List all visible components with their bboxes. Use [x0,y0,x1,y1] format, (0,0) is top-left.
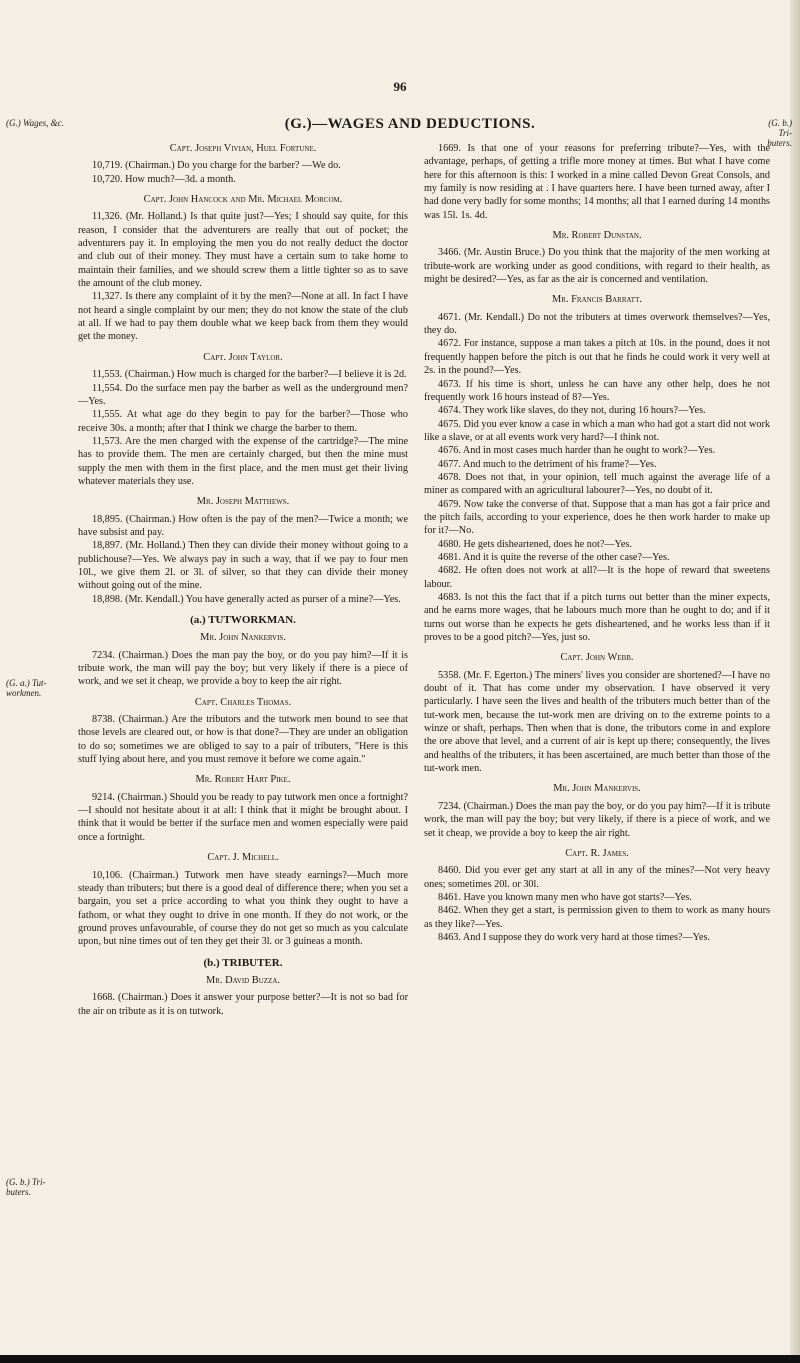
paragraph: 11,326. (Mr. Holland.) Is that quite just?—Yes; I should say quite, for this reason, I consider that the adventurers are really that out of pocket; the adventurers pay it. In employing the men you do not really deduct the doctor and club out of their money. They must have a certain sum to take home to maintain their families, and we should screw them a little tighter so as to save the amount of the club money. [78,211,408,290]
paragraph: 5358. (Mr. F. Egerton.) The miners' lives you consider are shortened?—I have no doubt of it. That has come under my observation. I have observed it very particularly. I have seen the lives and health of the tributers much better than of the tut-work men, because the tut-work men are driving on to the extreme points to a winze or shaft, perhaps. Then when that is done, the tributors come in and explore the ore above that level, and a current of air is kept up there; consequently, the lives and healths of the tributers, it has been ascertained, are much better than those of the tut-work men. [424,669,770,775]
witness-name: Capt. R. James. [565,847,629,859]
paragraph: 18,898. (Mr. Kendall.) You have generally acted as purser of a mine?—Yes. [92,593,401,605]
witness-name: Capt. John Taylor. [203,351,283,363]
paragraph: 4676. And in most cases much harder than he ought to work?—Yes. [438,445,716,457]
paragraph: 18,897. (Mr. Holland.) Then they can divide their money without going to a publichouse?—Yes. We always pay in such a way, that if we pay to four men 10l., we give them 2l. or 3l. of silver, so that they can divide their money without going out of the mine. [78,540,408,592]
paragraph: 4683. Is not this the fact that if a pitch turns out better than the miner expects, and he earns more wages, that he labours much more than he ought to do; and if it turns out worse than he expects he gets disheartened, and he works less than if it proves to be a good pitch?—Yes, just so. [424,592,770,644]
paragraph: 4680. He gets disheartened, does he not?—Yes. [438,538,632,550]
paragraph: 11,327. Is there any complaint of it by the men?—None at all. In fact I have not heard a single complaint by our men; they do not know the state of the club at all. If we had to pay them double what we keep back from them they would get the money. [78,291,408,343]
witness-name: Mr. David Buzza. [206,974,280,986]
paragraph: 4675. Did you ever know a case in which a man who had got a start did not work like a slave, or at all events work very hard?—I think not. [424,418,770,443]
paragraph: 10,106. (Chairman.) Tutwork men have steady earnings?—Much more steady than tributers; but there is a good deal of difference there; when you set a bargain, you set a price according to what you think they ought to have a fathom, or what they ought to drive in one month. If they do not work, or the ground proves unfavourable, of course they do not get so much as you calculate upon, but nine times out of ten they get their 3l. or 3 guineas a month. [78,869,408,948]
witness-name: Mr. Robert Dunstan. [552,230,642,242]
paragraph: 4677. And much to the detriment of his frame?—Yes. [438,458,657,470]
margin-note-right-edge: (G. b.) Tri-buters. [767,118,792,148]
paragraph: 10,719. (Chairman.) Do you charge for the barber? —We do. [92,160,341,172]
paragraph: 11,553. (Chairman.) How much is charged for the barber?—I believe it is 2d. [92,369,407,381]
paragraph: 9214. (Chairman.) Should you be ready to pay tutwork men once a fortnight?—I should not hesitate about it at all: I think that it might be brought about. I think that it would be better if the surface men and women especially were paid once a fortnight. [78,791,408,843]
paragraph: 7234. (Chairman.) Does the man pay the boy, or do you pay him?—If it is tribute work, the man will pay the boy; but very likely, if there is a piece of work, and we set it cheap, we provide a boy to keep the air right. [424,800,770,839]
witness-name: Mr. Joseph Matthews. [196,496,290,508]
scan-bottom-edge [0,1355,800,1363]
paragraph: 4678. Does not that, in your opinion, tell much against the average life of a miner as compared with an agricultural labourer?—Yes, no doubt of it. [424,471,770,497]
witness-name: Mr. John Nankervis. [200,632,286,644]
subsection-heading: (a.) TUTWORKMAN. [190,614,296,626]
page-edge [790,0,800,1363]
witness-name: Capt. Joseph Vivian, Huel Fortune. [169,143,317,154]
paragraph: 11,573. Are the men charged with the expense of the cartridge?—The mine has to provide them. The men are certainly charged, but then the mine must supply the men with them in the first place, and the men must get their living whatever materials they use. [78,435,408,487]
witness-name: Capt. John Hancock and Mr. Michael Morcom. [143,194,343,206]
witness-name: Mr. Robert Hart Pike. [195,774,291,786]
paragraph: 8463. And I suppose they do work very hard at those times?—Yes. [438,931,711,943]
margin-note-tributers: (G. b.) Tri-buters. [6,1177,46,1197]
witness-name: Capt. Charles Thomas. [194,696,292,708]
right-column [424,142,770,944]
section-title: (G.)—WAGES AND DEDUCTIONS. [284,116,536,132]
subsection-heading: (b.) TRIBUTER. [203,956,283,969]
witness-name: Capt. J. Michell. [207,852,279,864]
paragraph: 1668. (Chairman.) Does it answer your purpose better?—It is not so bad for the air on tribute as it is on tutwork. [78,992,408,1017]
paragraph: 4674. They work like slaves, do they not, during 16 hours?—Yes. [438,405,706,417]
witness-name: Mr. Francis Barratt. [552,294,642,306]
paragraph: 11,555. At what age do they begin to pay for the barber?—Those who receive 30s. a month; after that I think we charge the barber to them. [78,409,408,434]
paragraph: 8460. Did you ever get any start at all in any of the mines?—Not very heavy ones; sometimes 20l. or 30l. [424,865,770,890]
witness-name: Mr. John Mankervis. [553,783,641,795]
left-column [78,142,408,1018]
margin-note-tutworkmen: (G. a.) Tut-workmen. [6,678,47,698]
witness-name: Capt. John Webb. [560,652,634,664]
paragraph: 4672. For instance, suppose a man takes a pitch at 10s. in the pound, does it not frequently happen before the pitch is out that he finds he could work it very well at 2s. in the pound?—Yes. [424,338,770,377]
paragraph: 8738. (Chairman.) Are the tributors and the tutwork men bound to see that those levels are cleared out, or how is that done?—They are under an obligation to do so; sometimes we are obliged to say to a pair of tributers, "Here is this stuff lying about here, and you must remove it before we come again." [78,714,408,766]
paragraph: 4671. (Mr. Kendall.) Do not the tributers at times overwork themselves?—Yes, they do. [424,311,770,337]
paragraph: 4682. He often does not work at all?—It is the hope of reward that sweetens labour. [424,565,770,590]
paragraph: 18,895. (Chairman.) How often is the pay of the men?—Twice a month; we have subsist and pay. [78,513,408,538]
paragraph: 7234. (Chairman.) Does the man pay the boy, or do you pay him?—If it is tribute work, the man will pay the boy; but very likely if there is a piece of work, and we set it cheap, we provide a boy to keep the air right. [78,649,408,688]
margin-note-wages: (G.) Wages, &c. [6,118,64,128]
paragraph: 10,720. How much?—3d. a month. [92,173,236,185]
page-number: 96 [393,79,407,94]
paragraph: 4681. And it is quite the reverse of the other case?—Yes. [438,551,670,563]
paragraph: 1669. Is that one of your reasons for preferring tribute?—Yes, with the advantage, perhaps, of getting a trifle more money at times. But what I have come here for this afternoon is this: I worked in a mine called Devon Great Consols, and my family is now residing at . I have quarters here. I have been turned away, after I had done very badly for some months; 14 months; all that I earned during 14 months was 15l. 1s. 4d. [424,143,770,221]
paragraph: 8461. Have you known many men who have got starts?—Yes. [438,891,692,903]
paragraph: 11,554. Do the surface men pay the barber as well as the underground men?—Yes. [78,382,408,407]
paragraph: 4673. If his time is short, unless he can have any other help, does he not frequently work 16 hours instead of 8?—Yes. [424,378,770,403]
paragraph: 3466. (Mr. Austin Bruce.) Do you think that the majority of the men working at tribute-work are working under as good conditions, with regard to their health, as might be desired?—Yes, as far as the air is concerned and ventilation. [424,247,770,286]
paragraph: 8462. When they get a start, is permission given to them to work as many hours as they like?—Yes. [424,905,770,930]
paragraph: 4679. Now take the converse of that. Suppose that a man has got a fair price and the pitch fails, according to your experience, does he then work harder to make up for it?—No. [424,498,770,537]
